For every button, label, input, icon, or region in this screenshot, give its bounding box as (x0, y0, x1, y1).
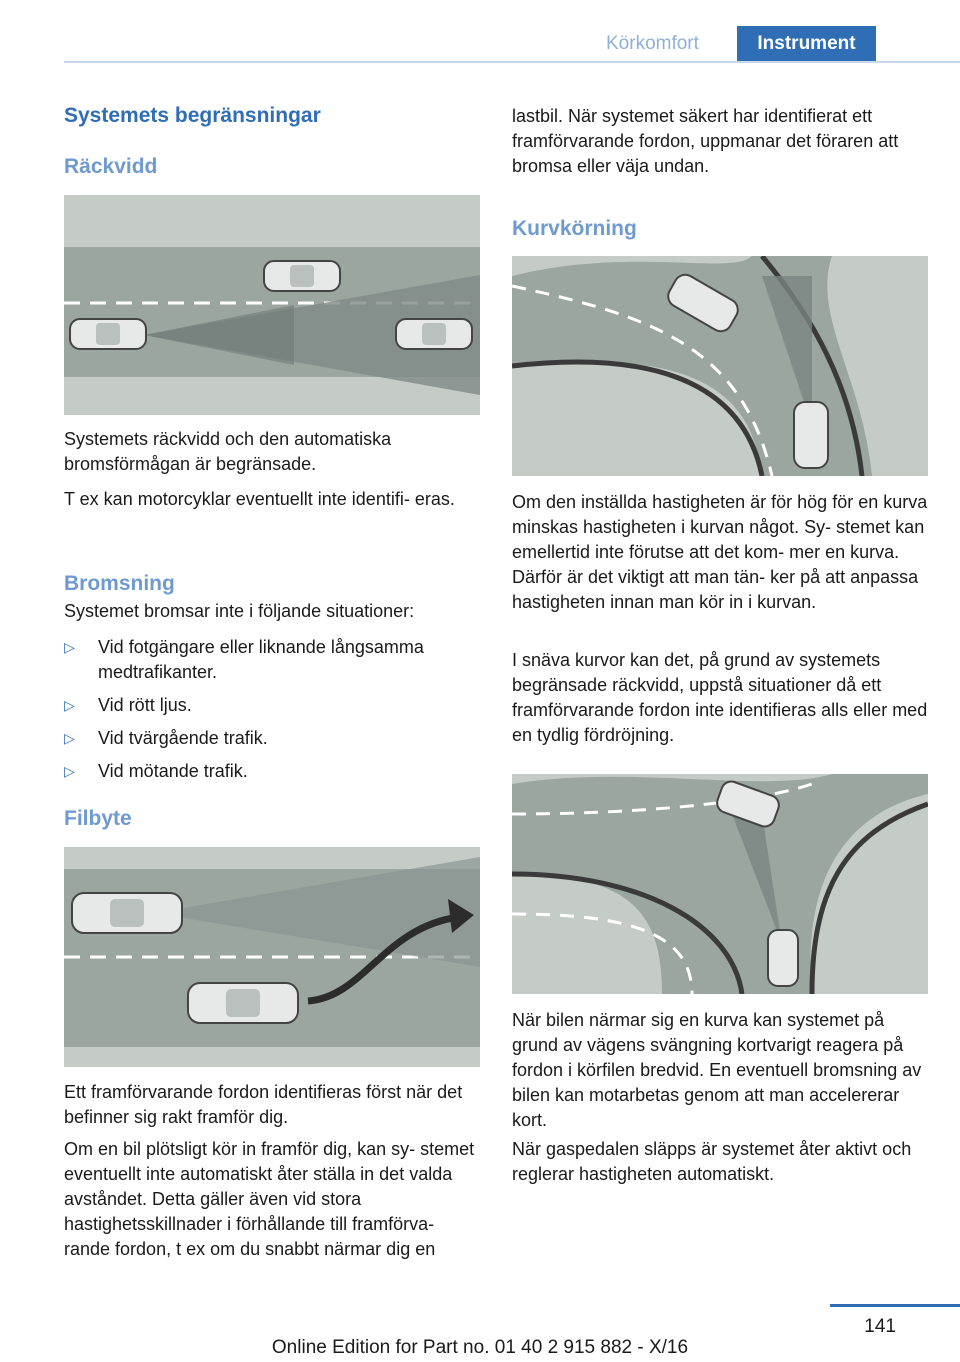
braking-list (64, 635, 480, 792)
range-paragraph-2: T ex kan motorcyklar eventuellt inte identifi- eras. (64, 489, 455, 509)
list-item (64, 693, 480, 718)
lane-paragraph-2: Om en bil plötsligt kör in framför dig, kan sy- stemet eventuellt inte automatiskt åter ställa in det valda avståndet. Detta gäller även vid stora hastighetsskillnader i förhållande till framförva- rande fordon, t ex om du snabbt närmar dig en (64, 1139, 475, 1259)
car-icon (72, 893, 182, 933)
triangle-bullet-icon: ▷ (64, 697, 75, 713)
braking-intro: Systemet bromsar inte i följande situationer: (64, 601, 415, 621)
lane-heading: Filbyte (64, 807, 132, 830)
list-item-text: Vid mötande trafik. (98, 761, 248, 781)
car-icon (188, 983, 298, 1023)
lane-paragraph-1: Ett framförvarande fordon identifieras först när det befinner sig rakt framför dig. (64, 1082, 463, 1127)
curve-paragraph-2: I snäva kurvor kan det, på grund av systemets begränsade räckvidd, uppstå situationer då ett framförvarande fordon inte identifieras alls eller med en tydlig fördröjning. (512, 650, 928, 745)
header-divider (64, 61, 960, 63)
curve-illustration-1 (512, 256, 928, 476)
curve-paragraph-1: Om den inställda hastigheten är för hög för en kurva minskas hastigheten i kurvan något. Sy- stemet kan emellertid inte förutse att det kom- mer en kurva. Därför är det viktigt att man tän- ker på att anpassa hastigheten innan man kör in i kurvan. (512, 492, 928, 612)
footer-divider (830, 1304, 960, 1307)
lane-change-illustration (64, 847, 480, 1067)
header-chapter-tab[interactable]: Instrument (737, 26, 876, 62)
range-heading: Räckvidd (64, 155, 158, 178)
list-item (64, 635, 480, 685)
triangle-bullet-icon: ▷ (64, 730, 75, 746)
list-item (64, 726, 480, 751)
list-item-text: Vid tvärgående trafik. (98, 728, 268, 748)
curve-paragraph-3: När bilen närmar sig en kurva kan systemet på grund av vägens svängning kortvarigt reagera på fordon i körfilen bredvid. En eventuell bromsning av bilen kan motarbetas genom att man accelererar kort. (512, 1010, 922, 1130)
curve-heading: Kurvkörning (512, 217, 637, 240)
header-section-tab[interactable]: Körkomfort (606, 33, 699, 54)
section-title: Systemets begränsningar (64, 104, 321, 127)
continued-paragraph: lastbil. När systemet säkert har identifierat ett framförvarande fordon, uppmanar det föraren att bromsa eller väja undan. (512, 106, 899, 176)
list-item (64, 759, 480, 784)
car-icon (396, 319, 472, 349)
car-icon (264, 261, 340, 291)
curve-paragraph-4: När gaspedalen släpps är systemet åter aktivt och reglerar hastigheten automatiskt. (512, 1139, 912, 1184)
page-number: 141 (864, 1316, 896, 1337)
triangle-bullet-icon: ▷ (64, 639, 75, 655)
car-icon (794, 402, 828, 468)
edition-line: Online Edition for Part no. 01 40 2 915 882 - X/16 (271, 1337, 689, 1358)
braking-heading: Bromsning (64, 572, 175, 595)
car-icon (70, 319, 146, 349)
range-illustration (64, 195, 480, 415)
car-icon (768, 930, 798, 986)
list-item-text: Vid rött ljus. (98, 695, 192, 715)
curve-illustration-2 (512, 774, 928, 994)
list-item-text: Vid fotgängare eller liknande långsamma medtrafikanter. (98, 637, 424, 682)
range-paragraph-1: Systemets räckvidd och den automatiska bromsförmågan är begränsade. (64, 429, 392, 474)
triangle-bullet-icon: ▷ (64, 763, 75, 779)
